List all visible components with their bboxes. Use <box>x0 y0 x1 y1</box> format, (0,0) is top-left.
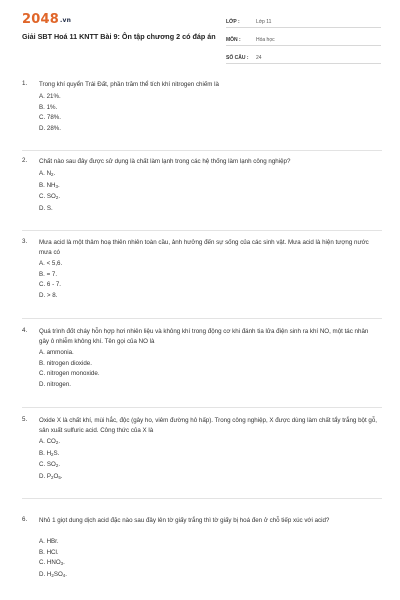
answer-option[interactable]: B. nitrogen dioxide. <box>39 359 92 367</box>
answer-option[interactable]: C. 78%. <box>39 114 62 122</box>
meta-row-count <box>226 48 381 64</box>
question-number: 2. <box>22 157 28 164</box>
question-divider <box>22 318 382 319</box>
answer-option[interactable]: A. HBr. <box>39 538 59 545</box>
logo-domain: .vn <box>59 17 72 24</box>
answer-option[interactable]: C. $SO_2$. <box>39 193 61 201</box>
answer-option[interactable]: D. > 8. <box>39 291 58 299</box>
question-text: Oxide X là chất khí, mùi hắc, độc (gây ho, viêm đường hô hấp). Trong công nghiệp, X được dùng làm chất tẩy trắng bột gỗ, sản xuất sulfuric acid. Công thức của X là <box>39 417 377 434</box>
meta-value: 24 <box>256 55 262 61</box>
answer-option[interactable]: D. 28%. <box>39 124 62 132</box>
answer-option[interactable]: C. 6 - 7. <box>39 281 62 289</box>
answer-option[interactable]: B. $H_2S$. <box>39 449 60 457</box>
question-divider <box>22 150 382 151</box>
answer-option[interactable]: A. < 5,6. <box>39 260 63 267</box>
meta-label: LỚP : <box>226 19 240 25</box>
question-number: 3. <box>22 238 28 245</box>
answer-options <box>39 537 239 581</box>
question-divider <box>22 498 382 499</box>
answer-option[interactable]: B. HCl. <box>39 548 59 556</box>
question-number: 6. <box>22 516 28 523</box>
answer-options <box>39 348 239 390</box>
answer-option[interactable]: A. 21%. <box>39 93 61 100</box>
question-divider <box>22 407 382 408</box>
meta-label: MÔN : <box>226 37 241 43</box>
question-text: Nhỏ 1 giọt dung dịch acid đặc nào sau đây lên tờ giấy trắng thì tờ giấy bị hoá đen ở chỗ tiếp xúc với acid? <box>39 517 330 524</box>
site-logo[interactable] <box>22 12 71 27</box>
answer-option[interactable]: A. $N_2$. <box>39 170 56 177</box>
answer-option[interactable]: C. $HNO_3$. <box>39 559 65 567</box>
question-number: 4. <box>22 327 28 334</box>
meta-value: Lớp 11 <box>256 19 272 25</box>
answer-options <box>39 259 239 301</box>
answer-option[interactable]: D. S. <box>39 204 53 212</box>
answer-option[interactable]: B. $NH_3$. <box>39 181 60 189</box>
answer-options <box>39 169 239 214</box>
answer-option[interactable]: B. = 7. <box>39 270 58 278</box>
answer-option[interactable]: D. $H_2SO_4$. <box>39 570 67 578</box>
answer-options <box>39 92 239 134</box>
answer-option[interactable]: A. $CO_2$. <box>39 438 61 445</box>
answer-option[interactable]: D. $P_2O_5$. <box>39 472 63 480</box>
meta-row-subject <box>226 30 381 46</box>
logo-number: 2048 <box>22 12 59 27</box>
answer-option[interactable]: C. $SO_2$. <box>39 461 61 469</box>
document-title: Giải SBT Hoá 11 KNTT Bài 9: Ôn tập chương 2 có đáp án <box>22 32 216 41</box>
meta-value: Hóa học <box>256 37 275 43</box>
question-text: Quá trình đốt cháy hỗn hợp hơi nhiên liệu và không khí trong động cơ khi đánh tia lửa điện sinh ra khí NO, một tác nhân gây ô nhiễm không khí. Tên gọi của NO là <box>39 328 369 345</box>
meta-label: SỐ CÂU : <box>226 55 249 61</box>
page-header <box>0 0 400 64</box>
answer-options <box>39 437 239 483</box>
answer-option[interactable]: C. nitrogen monoxide. <box>39 370 100 378</box>
meta-row-class <box>226 12 381 28</box>
answer-option[interactable]: B. 1%. <box>39 103 58 111</box>
question-divider <box>22 230 382 231</box>
question-number: 5. <box>22 416 28 423</box>
question-number: 1. <box>22 80 28 87</box>
question-text: Trong khí quyển Trái Đất, phần trăm thể tích khí nitrogen chiếm là <box>39 81 219 88</box>
answer-option[interactable]: A. ammonia. <box>39 349 74 356</box>
question-text: Chất nào sau đây được sử dụng là chất làm lạnh trong các hệ thống làm lạnh công nghiệp? <box>39 158 291 165</box>
question-text: Mưa acid là một thảm hoạ thiên nhiên toàn cầu, ảnh hưởng đến sự sống của các sinh vật. Mưa acid là hiện tượng nước mưa có <box>39 239 369 256</box>
document-meta <box>226 12 381 66</box>
answer-option[interactable]: D. nitrogen. <box>39 380 71 388</box>
